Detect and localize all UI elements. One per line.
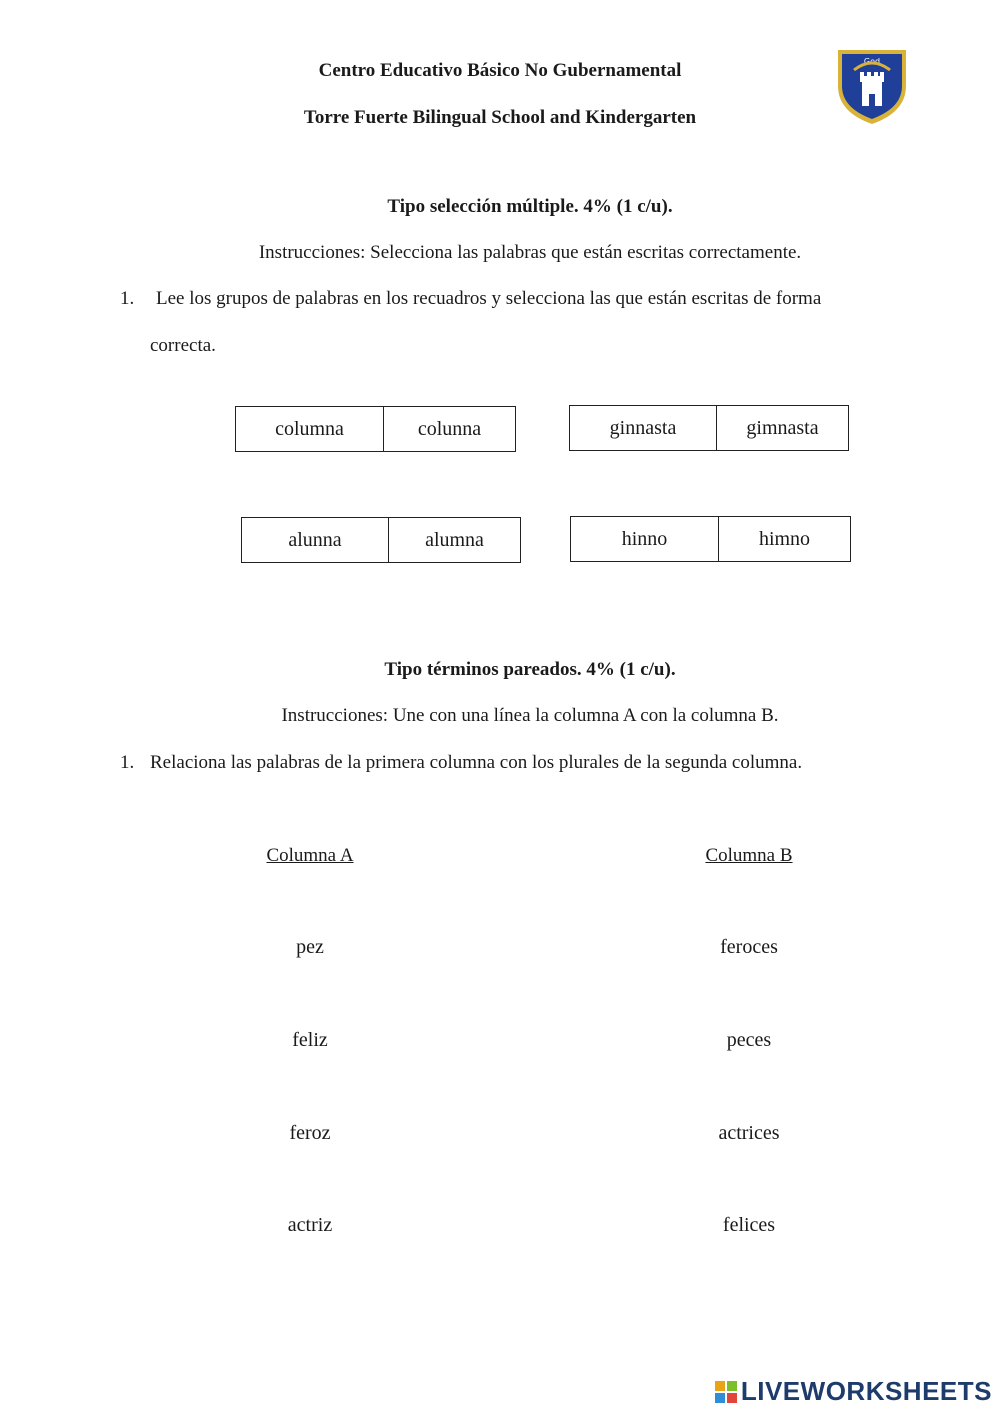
section1-item-number: 1. [120,288,135,309]
word-option[interactable]: alumna [388,518,520,562]
column-b-header: Columna B [705,845,793,866]
section1-title: Tipo selección múltiple. 4% (1 c/u). [387,196,673,217]
word-option[interactable]: columna [275,417,344,440]
section2-item-text: Relaciona las palabras de la primera columna con los plurales de la segunda columna. [150,752,803,773]
column-a-word[interactable]: feliz [292,1029,328,1051]
section1-item-text-cont: correcta. [150,335,216,356]
column-b-word[interactable]: actrices [718,1122,780,1144]
section1-instructions: Instrucciones: Selecciona las palabras que están escritas correctamente. [258,242,802,263]
school-name-line2: Torre Fuerte Bilingual School and Kindergarten [303,107,697,128]
crest-motto: God [863,57,881,66]
section2-item-number: 1. [120,752,135,773]
word-option[interactable]: himno [718,517,850,561]
school-crest-logo [832,46,912,126]
brand-cubes-icon [715,1381,737,1403]
section1-item-text: Lee los grupos de palabras en los recuadros y selecciona las que están escritas de forma [156,288,822,309]
section2-instructions: Instrucciones: Une con una línea la columna A con la columna B. [281,705,779,726]
word-pair-box-2 [569,405,849,451]
liveworksheets-brand [715,1376,992,1407]
column-b-word[interactable]: peces [726,1029,772,1051]
word-option[interactable]: ginnasta [609,416,677,439]
column-a-word[interactable]: feroz [289,1122,331,1144]
column-b-word[interactable]: feroces [720,936,778,958]
word-option[interactable]: hinno [621,527,668,550]
school-name-line1: Centro Educativo Básico No Gubernamental [318,60,682,81]
column-a-word[interactable]: pez [296,936,324,958]
word-option[interactable]: gimnasta [716,406,848,450]
word-pair-box-3 [241,517,521,563]
word-pair-box-4 [570,516,851,562]
word-option[interactable]: colunna [383,407,515,451]
word-pair-box-1 [235,406,516,452]
section2-title: Tipo términos pareados. 4% (1 c/u). [384,659,676,680]
column-a-word[interactable]: actriz [287,1214,333,1236]
brand-wordmark: LIVEWORKSHEETS [740,1376,992,1406]
column-b-word[interactable]: felices [722,1214,776,1236]
word-option[interactable]: alunna [288,528,342,551]
column-a-header: Columna A [266,845,354,866]
